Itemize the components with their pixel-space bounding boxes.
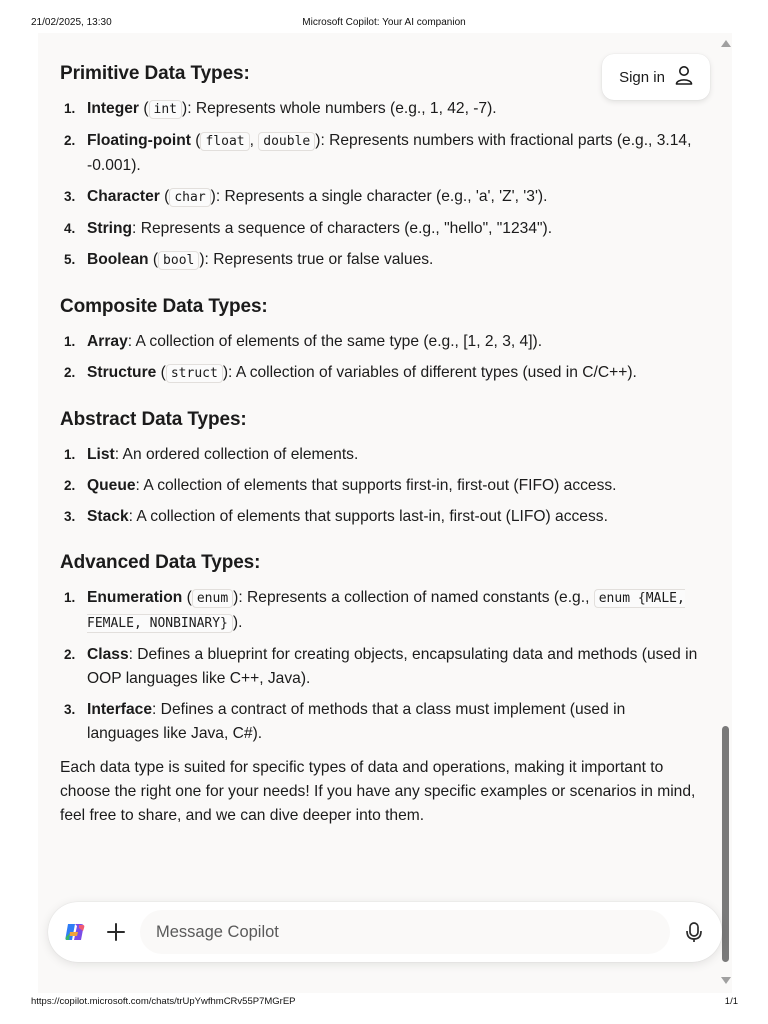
term: Interface [87, 701, 153, 718]
print-footer [0, 996, 768, 1010]
message-composer [48, 902, 722, 962]
scrollbar[interactable] [719, 33, 732, 993]
sign-in-label: Sign in [619, 68, 665, 86]
paren: ( [190, 132, 201, 149]
list-number: 3. [64, 702, 76, 717]
scroll-down-arrow-icon[interactable] [721, 977, 731, 984]
list-item [60, 643, 700, 691]
term: Queue [87, 477, 136, 494]
section-heading-composite: Composite Data Types: [60, 296, 268, 317]
scroll-thumb[interactable] [722, 726, 729, 962]
term: Stack [87, 508, 129, 525]
scroll-up-arrow-icon[interactable] [721, 40, 731, 47]
print-title: Microsoft Copilot: Your AI companion [302, 17, 466, 28]
description: : Defines a blueprint for creating objects, encapsulating data and methods (used in OOP languages like C++, Java). [87, 646, 698, 687]
term: Integer [87, 100, 139, 117]
description: ): Represents whole numbers (e.g., 1, 42, -7). [182, 100, 497, 117]
description: : A collection of elements that supports last-in, first-out (LIFO) access. [128, 508, 608, 525]
description: ): Represents true or false values. [199, 251, 434, 268]
print-header [0, 17, 768, 31]
composite-list [60, 330, 700, 386]
chat-viewport [38, 33, 732, 993]
list-number: 1. [64, 447, 76, 462]
list-number: 3. [64, 189, 76, 204]
term: Boolean [87, 251, 149, 268]
list-item [60, 505, 700, 529]
description: : A collection of elements of the same type (e.g., [1, 2, 3, 4]). [127, 333, 543, 350]
code-snippet: bool [158, 251, 199, 270]
list-number: 1. [64, 101, 76, 116]
section-heading-advanced: Advanced Data Types: [60, 552, 261, 573]
list-number: 1. [64, 590, 76, 605]
description: ): Represents a collection of named constants (e.g., [233, 589, 594, 606]
print-date: 21/02/2025, 13:30 [31, 17, 112, 28]
message-input[interactable] [140, 910, 670, 954]
sign-in-button[interactable] [602, 54, 710, 100]
list-item [60, 129, 700, 178]
paren: ( [139, 100, 149, 117]
code-snippet: float [200, 132, 249, 151]
list-number: 2. [64, 365, 76, 380]
code-snippet: enum {MALE, FEMALE, NONBINARY} [87, 591, 685, 631]
description: ): Represents a single character (e.g., 'a', 'Z', '3'). [210, 188, 548, 205]
section-heading-primitive: Primitive Data Types: [60, 63, 250, 84]
code-snippet: struct [166, 364, 223, 383]
list-item [60, 185, 700, 210]
description: ): Represents numbers with fractional parts (e.g., 3.14, -0.001). [87, 132, 692, 174]
list-item [60, 97, 700, 122]
copilot-logo-icon[interactable] [64, 921, 86, 943]
code-snippet: int [149, 100, 182, 119]
section-heading-abstract: Abstract Data Types: [60, 409, 247, 430]
summary-paragraph: Each data type is suited for specific types of data and operations, making it important to choose the right one for your needs! If you have any specific examples or scenarios in mind, feel free to share, and we can dive deeper into them. [60, 759, 696, 824]
term: Floating-point [87, 132, 191, 149]
term: List [87, 446, 115, 463]
list-item [60, 217, 700, 241]
list-number: 3. [64, 509, 76, 524]
list-number: 5. [64, 252, 76, 267]
description: : Defines a contract of methods that a class must implement (used in languages like Java, C#). [87, 701, 626, 742]
list-item [60, 586, 700, 636]
paren: ( [182, 589, 192, 606]
list-number: 2. [64, 133, 76, 148]
description: : An ordered collection of elements. [114, 446, 359, 463]
term: String [87, 220, 133, 237]
print-page-number: 1/1 [724, 996, 738, 1007]
list-item [60, 361, 700, 386]
list-item [60, 443, 700, 467]
paren: ( [148, 251, 159, 268]
plus-icon[interactable] [104, 920, 128, 944]
assistant-message [60, 59, 700, 828]
term: Structure [87, 364, 157, 381]
list-number: 4. [64, 221, 76, 236]
microphone-icon[interactable] [682, 920, 706, 944]
description: : Represents a sequence of characters (e.g., "hello", "1234"). [132, 220, 553, 237]
list-item [60, 474, 700, 498]
description: ): A collection of variables of different types (used in C/C++). [222, 364, 637, 381]
primitive-list [60, 97, 700, 273]
list-item [60, 330, 700, 354]
advanced-list [60, 586, 700, 746]
code-snippet: enum [192, 589, 233, 608]
term: Array [87, 333, 128, 350]
description: : A collection of elements that supports first-in, first-out (FIFO) access. [135, 477, 617, 494]
list-item [60, 248, 700, 273]
term: Character [87, 188, 160, 205]
user-icon [675, 65, 693, 89]
abstract-list [60, 443, 700, 529]
list-number: 1. [64, 334, 76, 349]
separator: , [249, 132, 259, 149]
description-tail: ). [232, 614, 243, 631]
paren: ( [159, 188, 170, 205]
list-number: 2. [64, 478, 76, 493]
code-snippet: char [169, 188, 210, 207]
list-item [60, 698, 700, 746]
code-snippet: double [258, 132, 315, 151]
print-url: https://copilot.microsoft.com/chats/trUpYwfhmCRv55P7MGrEP [31, 996, 296, 1007]
list-number: 2. [64, 647, 76, 662]
paren: ( [156, 364, 166, 381]
term: Class [87, 646, 129, 663]
term: Enumeration [87, 589, 183, 606]
